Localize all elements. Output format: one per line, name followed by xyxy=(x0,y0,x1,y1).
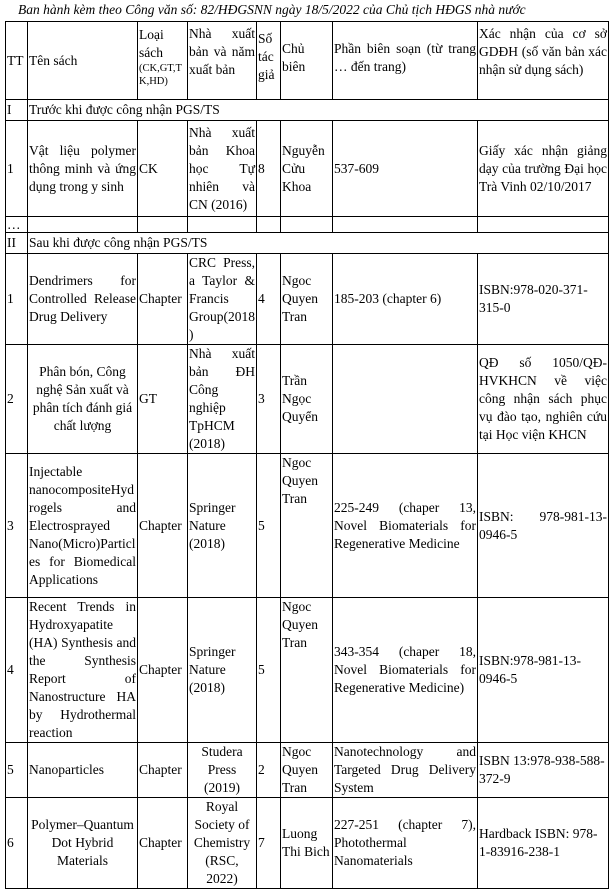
row-number: 6 xyxy=(6,798,28,889)
compiled-part xyxy=(333,345,478,454)
book-type: Chapter xyxy=(138,798,188,889)
author-count: 5 xyxy=(257,598,281,743)
book-title: Dendrimers for Controlled Release Drug Delivery xyxy=(28,254,138,345)
ellipsis-row xyxy=(6,217,609,233)
table-row xyxy=(6,743,609,798)
section-number: II xyxy=(6,233,28,254)
chief-editor: Ngoc Quyen Tran xyxy=(281,254,333,345)
section-row-before xyxy=(6,100,609,121)
col-header-editor: Chủ biên xyxy=(281,22,333,100)
row-number: 3 xyxy=(6,454,28,598)
col-header-part: Phần biên soạn (từ trang … đến trang) xyxy=(333,22,478,100)
book-type: GT xyxy=(138,345,188,454)
col-header-type-codes: (CK,GT,TK,HD) xyxy=(139,63,182,87)
book-type: Chapter xyxy=(138,254,188,345)
book-publisher: Springer Nature (2018) xyxy=(188,454,257,598)
book-publisher: Nhà xuất bản Khoa học Tự nhiên và CN (2016) xyxy=(188,121,257,217)
table-row xyxy=(6,454,609,598)
book-publisher: CRC Press, a Taylor & Francis Group(2018) xyxy=(188,254,257,345)
institution-confirmation: Giấy xác nhận giảng dạy của trường Đại học Trà Vinh 02/10/2017 xyxy=(478,121,609,217)
book-table xyxy=(5,21,609,889)
institution-confirmation: ISBN:978-981-13-0946-5 xyxy=(478,598,609,743)
book-publisher: Nhà xuất bản ĐH Công nghiệp TpHCM (2018) xyxy=(188,345,257,454)
book-type: Chapter xyxy=(138,598,188,743)
book-type: Chapter xyxy=(138,743,188,798)
section-label: Trước khi được công nhận PGS/TS xyxy=(28,100,609,121)
section-number: I xyxy=(6,100,28,121)
book-publisher: Royal Society of Chemistry (RSC, 2022) xyxy=(188,798,257,889)
book-publisher: Studera Press (2019) xyxy=(188,743,257,798)
institution-confirmation: QĐ số 1050/QĐ-HVKHCN về việc công nhận sách phục vụ đào tạo, nghiên cứu tại Học viện KHCN xyxy=(478,345,609,454)
row-number: 5 xyxy=(6,743,28,798)
institution-confirmation: ISBN: 978-981-13-0946-5 xyxy=(478,454,609,598)
book-title: Recent Trends in Hydroxyapatite (HA) Synthesis and the Synthesis Report of Nanostructure HA by Hydrothermal reaction xyxy=(28,598,138,743)
book-title: Polymer–Quantum Dot Hybrid Materials xyxy=(28,798,138,889)
chief-editor: Nguyễn Cửu Khoa xyxy=(281,121,333,217)
book-title: Vật liệu polymer thông minh và ứng dụng trong y sinh xyxy=(28,121,138,217)
table-row xyxy=(6,598,609,743)
book-type: CK xyxy=(138,121,188,217)
section-label: Sau khi được công nhận PGS/TS xyxy=(28,233,609,254)
chief-editor: Ngoc Quyen Tran xyxy=(281,743,333,798)
row-number: 4 xyxy=(6,598,28,743)
compiled-part: 343-354 (chaper 18, Novel Biomaterials for Regenerative Medicine) xyxy=(333,598,478,743)
row-number: 1 xyxy=(6,121,28,217)
author-count: 2 xyxy=(257,743,281,798)
col-header-confirm: Xác nhận của cơ sở GDĐH (số văn bản xác nhận sử dụng sách) xyxy=(478,22,609,100)
institution-confirmation: ISBN 13:978-938-588-372-9 xyxy=(478,743,609,798)
book-title: Injectable nanocompositeHydrogels and Electrosprayed Nano(Micro)Particles for Biomedical Applications xyxy=(28,454,138,598)
book-title: Phân bón, Công nghệ Sản xuất và phân tích đánh giá chất lượng xyxy=(28,345,138,454)
compiled-part: 225-249 (chaper 13, Novel Biomaterials for Regenerative Medicine xyxy=(333,454,478,598)
author-count: 8 xyxy=(257,121,281,217)
col-header-type xyxy=(138,22,188,100)
section-row-after xyxy=(6,233,609,254)
compiled-part: 537-609 xyxy=(333,121,478,217)
institution-confirmation: Hardback ISBN: 978-1-83916-238-1 xyxy=(478,798,609,889)
book-type: Chapter xyxy=(138,454,188,598)
table-row xyxy=(6,345,609,454)
compiled-part: 227-251 (chapter 7), Photothermal Nanomaterials xyxy=(333,798,478,889)
col-header-title: Tên sách xyxy=(28,22,138,100)
chief-editor: Ngoc Quyen Tran xyxy=(281,598,333,743)
ellipsis: … xyxy=(6,217,28,233)
table-row xyxy=(6,798,609,889)
compiled-part: 185-203 (chapter 6) xyxy=(333,254,478,345)
book-title: Nanoparticles xyxy=(28,743,138,798)
book-publisher: Springer Nature (2018) xyxy=(188,598,257,743)
row-number: 2 xyxy=(6,345,28,454)
col-header-type-main: Loại sách xyxy=(139,27,164,60)
author-count: 4 xyxy=(257,254,281,345)
col-header-publisher: Nhà xuất bản và năm xuất bản xyxy=(188,22,257,100)
institution-confirmation: ISBN:978-020-371-315-0 xyxy=(478,254,609,345)
author-count: 3 xyxy=(257,345,281,454)
table-row xyxy=(6,121,609,217)
row-number: 1 xyxy=(6,254,28,345)
chief-editor: Luong Thi Bich xyxy=(281,798,333,889)
author-count: 5 xyxy=(257,454,281,598)
chief-editor: Ngoc Quyen Tran xyxy=(281,454,333,598)
chief-editor: Trần Ngọc Quyển xyxy=(281,345,333,454)
table-header-row xyxy=(6,22,609,100)
col-header-authors: Số tác giả xyxy=(257,22,281,100)
col-header-tt: TT xyxy=(6,22,28,100)
author-count: 7 xyxy=(257,798,281,889)
table-row xyxy=(6,254,609,345)
compiled-part: Nanotechnology and Targeted Drug Delivery System xyxy=(333,743,478,798)
document-header: Ban hành kèm theo Công văn số: 82/HĐGSNN ngày 18/5/2022 của Chủ tịch HĐGS nhà nước xyxy=(18,2,526,17)
